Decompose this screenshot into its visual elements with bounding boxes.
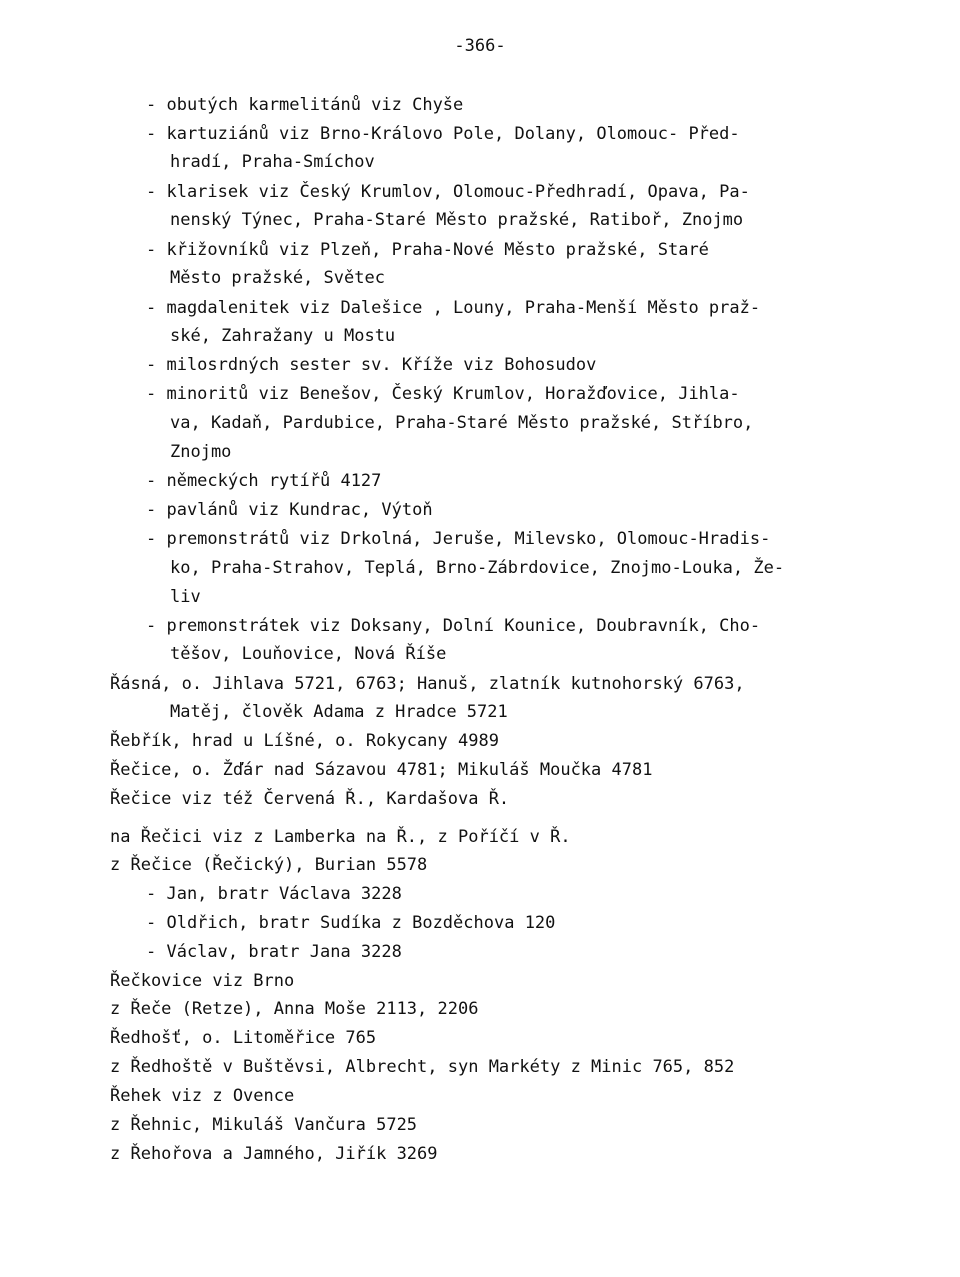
- index-line: - Václav, bratr Jana 3228: [146, 942, 402, 962]
- index-line: liv: [170, 587, 201, 607]
- page-number: -366-: [454, 36, 506, 56]
- index-line: Město pražské, Světec: [170, 268, 385, 288]
- index-line: nenský Týnec, Praha-Staré Město pražské, Ratiboř, Znojmo: [170, 210, 744, 230]
- index-line: - premonstrátek viz Doksany, Dolní Kounice, Doubravník, Cho-: [146, 616, 761, 636]
- index-line: - obutých karmelitánů viz Chyše: [146, 95, 464, 115]
- index-line: - magdalenitek viz Dalešice , Louny, Praha-Menší Město praž-: [146, 298, 761, 318]
- index-line: - premonstrátů viz Drkolná, Jeruše, Milevsko, Olomouc-Hradis-: [146, 529, 771, 549]
- index-line: z Řehořova a Jamného, Jiřík 3269: [110, 1144, 438, 1164]
- index-line: z Ředhoště v Buštěvsi, Albrecht, syn Markéty z Minic 765, 852: [110, 1057, 735, 1077]
- index-line: Ředhošť, o. Litoměřice 765: [110, 1028, 377, 1048]
- index-line: hradí, Praha-Smíchov: [170, 152, 375, 172]
- index-line: Řásná, o. Jihlava 5721, 6763; Hanuš, zlatník kutnohorský 6763,: [110, 674, 745, 694]
- index-line: z Řehnic, Mikuláš Vančura 5725: [110, 1115, 418, 1135]
- index-line: Řečice, o. Žďár nad Sázavou 4781; Mikuláš Moučka 4781: [110, 760, 653, 780]
- index-line: va, Kadaň, Pardubice, Praha-Staré Město pražské, Stříbro,: [170, 413, 754, 433]
- index-line: Řečkovice viz Brno: [110, 971, 295, 991]
- index-line: - německých rytířů 4127: [146, 471, 382, 491]
- index-line: - křižovníků viz Plzeň, Praha-Nové Město pražské, Staré: [146, 240, 709, 260]
- index-line: - minoritů viz Benešov, Český Krumlov, Horažďovice, Jihla-: [146, 384, 740, 404]
- index-line: - Oldřich, bratr Sudíka z Bozděchova 120: [146, 913, 556, 933]
- index-line: Matěj, člověk Adama z Hradce 5721: [170, 702, 508, 722]
- index-line: - klarisek viz Český Krumlov, Olomouc-Předhradí, Opava, Pa-: [146, 182, 750, 202]
- index-line: Znojmo: [170, 442, 232, 462]
- index-line: ské, Zahražany u Mostu: [170, 326, 396, 346]
- index-line: ko, Praha-Strahov, Teplá, Brno-Zábrdovice, Znojmo-Louka, Že-: [170, 558, 785, 578]
- index-line: - Jan, bratr Václava 3228: [146, 884, 402, 904]
- index-line: Řečice viz též Červená Ř., Kardašova Ř.: [110, 789, 510, 809]
- index-line: - pavlánů viz Kundrac, Výtoň: [146, 500, 433, 520]
- index-line: z Řečice (Řečický), Burian 5578: [110, 855, 428, 875]
- index-line: - kartuziánů viz Brno-Královo Pole, Dolany, Olomouc- Před-: [146, 124, 740, 144]
- index-line: - milosrdných sester sv. Kříže viz Bohosudov: [146, 355, 597, 375]
- index-line: na Řečici viz z Lamberka na Ř., z Poříčí v Ř.: [110, 827, 571, 847]
- index-line: z Řeče (Retze), Anna Moše 2113, 2206: [110, 999, 479, 1019]
- index-line: Řebřík, hrad u Líšné, o. Rokycany 4989: [110, 731, 499, 751]
- index-line: Řehek viz z Ovence: [110, 1086, 295, 1106]
- index-line: těšov, Louňovice, Nová Říše: [170, 644, 447, 664]
